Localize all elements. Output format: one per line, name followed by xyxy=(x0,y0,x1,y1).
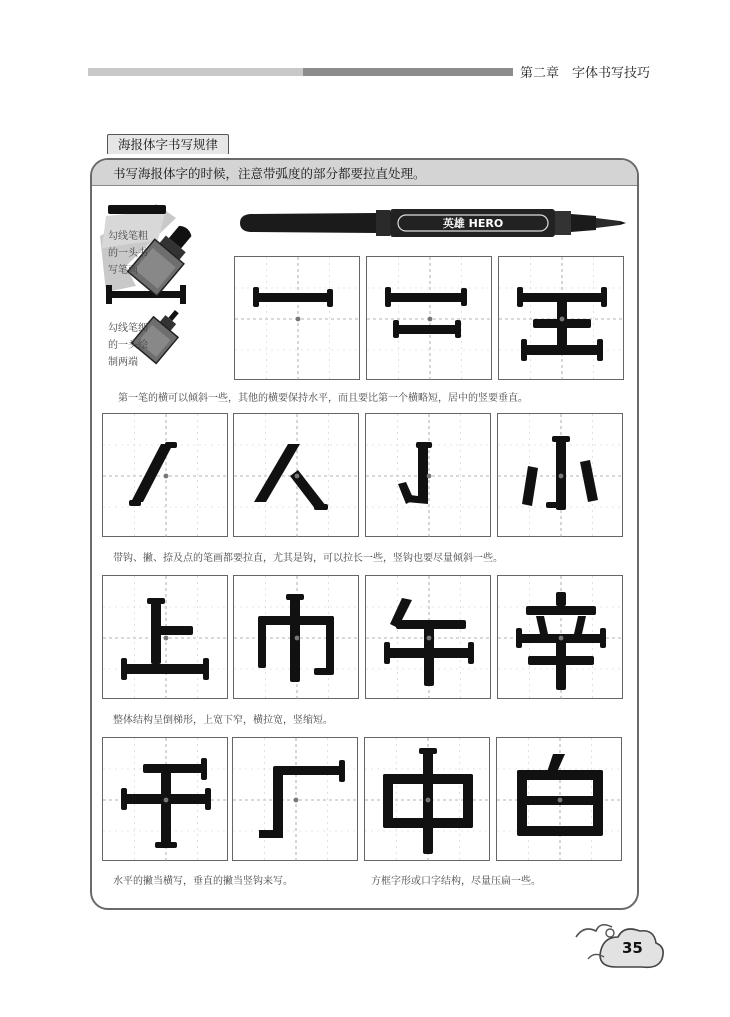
character-grid-cell xyxy=(496,737,622,861)
thin-end-note: 勾线笔细 的一头绘 制两端 xyxy=(108,323,148,368)
poster-glyph xyxy=(259,760,345,838)
row2-caption: 带钩、撇、捺及点的笔画都要拉直，尤其是钩，可以拉长一些，竖钩也要尽量倾斜一些。 xyxy=(113,553,503,564)
section-tab: 海报体字书写规律 xyxy=(107,134,229,154)
character-grid-cell xyxy=(364,737,490,861)
character-grid-cell xyxy=(232,737,358,861)
chapter-title: 第二章 字体书写技巧 xyxy=(520,66,651,81)
poster-glyph xyxy=(522,436,598,510)
character-grid-cell xyxy=(102,737,228,861)
character-grid-cell xyxy=(366,256,492,380)
character-grid-cell xyxy=(102,575,228,699)
character-grid-cell xyxy=(102,413,228,537)
marker-brand-text: 英雄 HERO xyxy=(442,217,504,230)
character-grid-cell xyxy=(234,256,360,380)
page-number: 35 xyxy=(622,939,643,957)
row4-caption-right: 方框字形或口字结构，尽量压扁一些。 xyxy=(371,876,541,887)
header-bar-light xyxy=(88,68,303,76)
character-grid-cell xyxy=(497,575,623,699)
row1-caption: 第一笔的横可以倾斜一些，其他的横要保持水平，而且要比第一个横略短，居中的竖要垂直。 xyxy=(118,393,528,404)
thick-end-note: 勾线笔粗 的一头书 写笔画 xyxy=(108,231,148,276)
poster-glyph xyxy=(129,442,177,506)
intro-text: 书写海报体字的时候，注意带弧度的部分都要拉直处理。 xyxy=(113,166,426,181)
character-grid-cell xyxy=(498,256,624,380)
marker-pen-illustration xyxy=(236,203,628,243)
character-grid-cell xyxy=(233,413,359,537)
row3-caption: 整体结构呈倒梯形，上宽下窄，横拉宽，竖缩短。 xyxy=(113,715,333,726)
poster-glyph xyxy=(398,442,432,504)
header-bar-dark xyxy=(303,68,513,76)
poster-glyph xyxy=(253,287,333,307)
row4-caption-left: 水平的撇当横写，垂直的撇当竖钩来写。 xyxy=(113,876,293,887)
poster-glyph xyxy=(254,444,328,510)
character-grid-cell xyxy=(497,413,623,537)
character-grid-cell xyxy=(365,575,491,699)
character-grid-cell xyxy=(233,575,359,699)
poster-glyph xyxy=(385,287,467,338)
character-grid-cell xyxy=(365,413,491,537)
poster-glyph xyxy=(516,592,606,690)
cloud-ornament xyxy=(570,915,670,975)
